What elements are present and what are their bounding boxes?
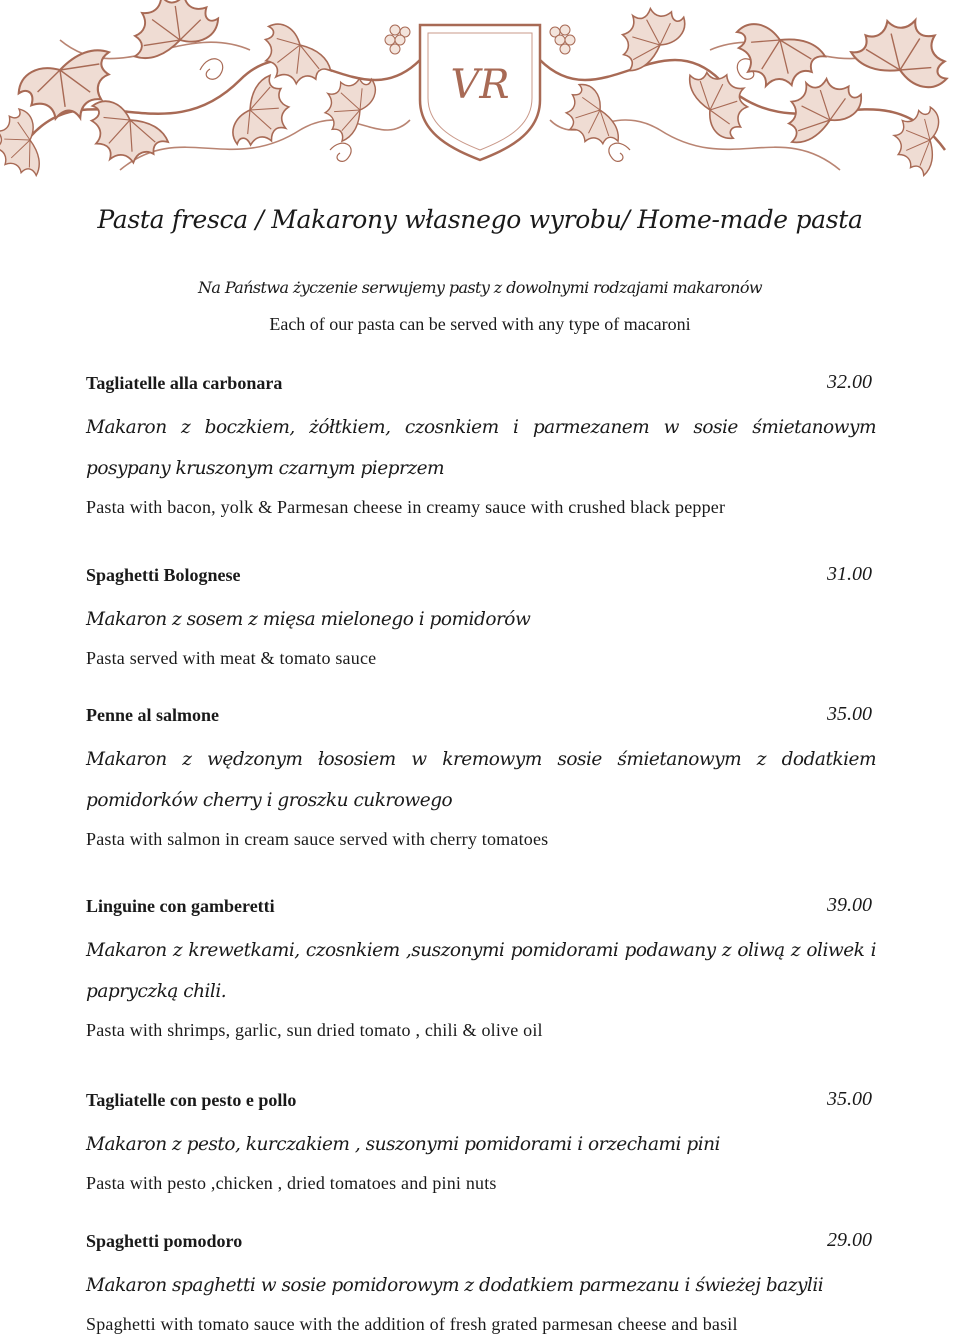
menu-item-carbonara: [86, 373, 876, 519]
menu-item-bolognese: [86, 565, 876, 670]
item-description-polish: Makaron z wędzonym łososiem w kremowym sosie śmietanowym z dodatkiem pomidorków cherry i groszku cukrowego: [86, 749, 876, 811]
item-price: 35.00: [827, 703, 872, 725]
item-price: 29.00: [827, 1229, 872, 1251]
menu-item-penne-salmone: [86, 705, 876, 851]
item-name: Tagliatelle con pesto e pollo: [86, 1090, 297, 1110]
serving-note-polish: Na Państwa życzenie serwujemy pasty z dowolnymi rodzajami makaronów: [198, 278, 762, 297]
item-name: Tagliatelle alla carbonara: [86, 373, 283, 393]
item-description-english: Pasta with salmon in cream sauce served with cherry tomatoes: [86, 829, 549, 849]
item-price: 32.00: [827, 371, 872, 393]
menu-item-linguine-gamberetti: [86, 896, 876, 1042]
item-price: 35.00: [827, 1088, 872, 1110]
item-name: Penne al salmone: [86, 705, 219, 725]
crest-monogram: VR: [450, 62, 510, 108]
menu-item-pesto-pollo: [86, 1090, 876, 1195]
item-price: 31.00: [827, 563, 872, 585]
item-description-english: Spaghetti with tomato sauce with the addition of fresh grated parmesan cheese and basil: [86, 1314, 738, 1334]
menu-item-pomodoro: [86, 1231, 876, 1336]
item-description-polish: Makaron z sosem z mięsa mielonego i pomidorów: [86, 609, 531, 630]
item-description-polish: Makaron z boczkiem, żółtkiem, czosnkiem i parmezanem w sosie śmietanowym posypany kruszonym czarnym pieprzem: [86, 417, 876, 479]
serving-note-english: Each of our pasta can be served with any type of macaroni: [269, 314, 691, 334]
item-description-english: Pasta served with meat & tomato sauce: [86, 648, 377, 668]
item-description-polish: Makaron z pesto, kurczakiem , suszonymi pomidorami i orzechami pini: [86, 1134, 720, 1155]
item-name: Linguine con gamberetti: [86, 896, 275, 916]
item-name: Spaghetti pomodoro: [86, 1231, 243, 1251]
item-description-english: Pasta with bacon, yolk & Parmesan cheese in creamy sauce with crushed black pepper: [86, 497, 726, 517]
item-description-english: Pasta with pesto ,chicken , dried tomatoes and pini nuts: [86, 1173, 497, 1193]
item-price: 39.00: [827, 894, 872, 916]
item-description-polish: Makaron z krewetkami, czosnkiem ,suszonymi pomidorami podawany z oliwą z oliwek i papryczką chili.: [86, 940, 876, 1002]
item-name: Spaghetti Bolognese: [86, 565, 241, 585]
page-title: Pasta fresca / Makarony własnego wyrobu/ Home-made pasta: [97, 205, 863, 234]
vine-ornament-header: [0, 0, 960, 190]
item-description-polish: Makaron spaghetti w sosie pomidorowym z dodatkiem parmezanu i świeżej bazylii: [86, 1275, 824, 1296]
item-description-english: Pasta with shrimps, garlic, sun dried tomato , chili & olive oil: [86, 1020, 543, 1040]
